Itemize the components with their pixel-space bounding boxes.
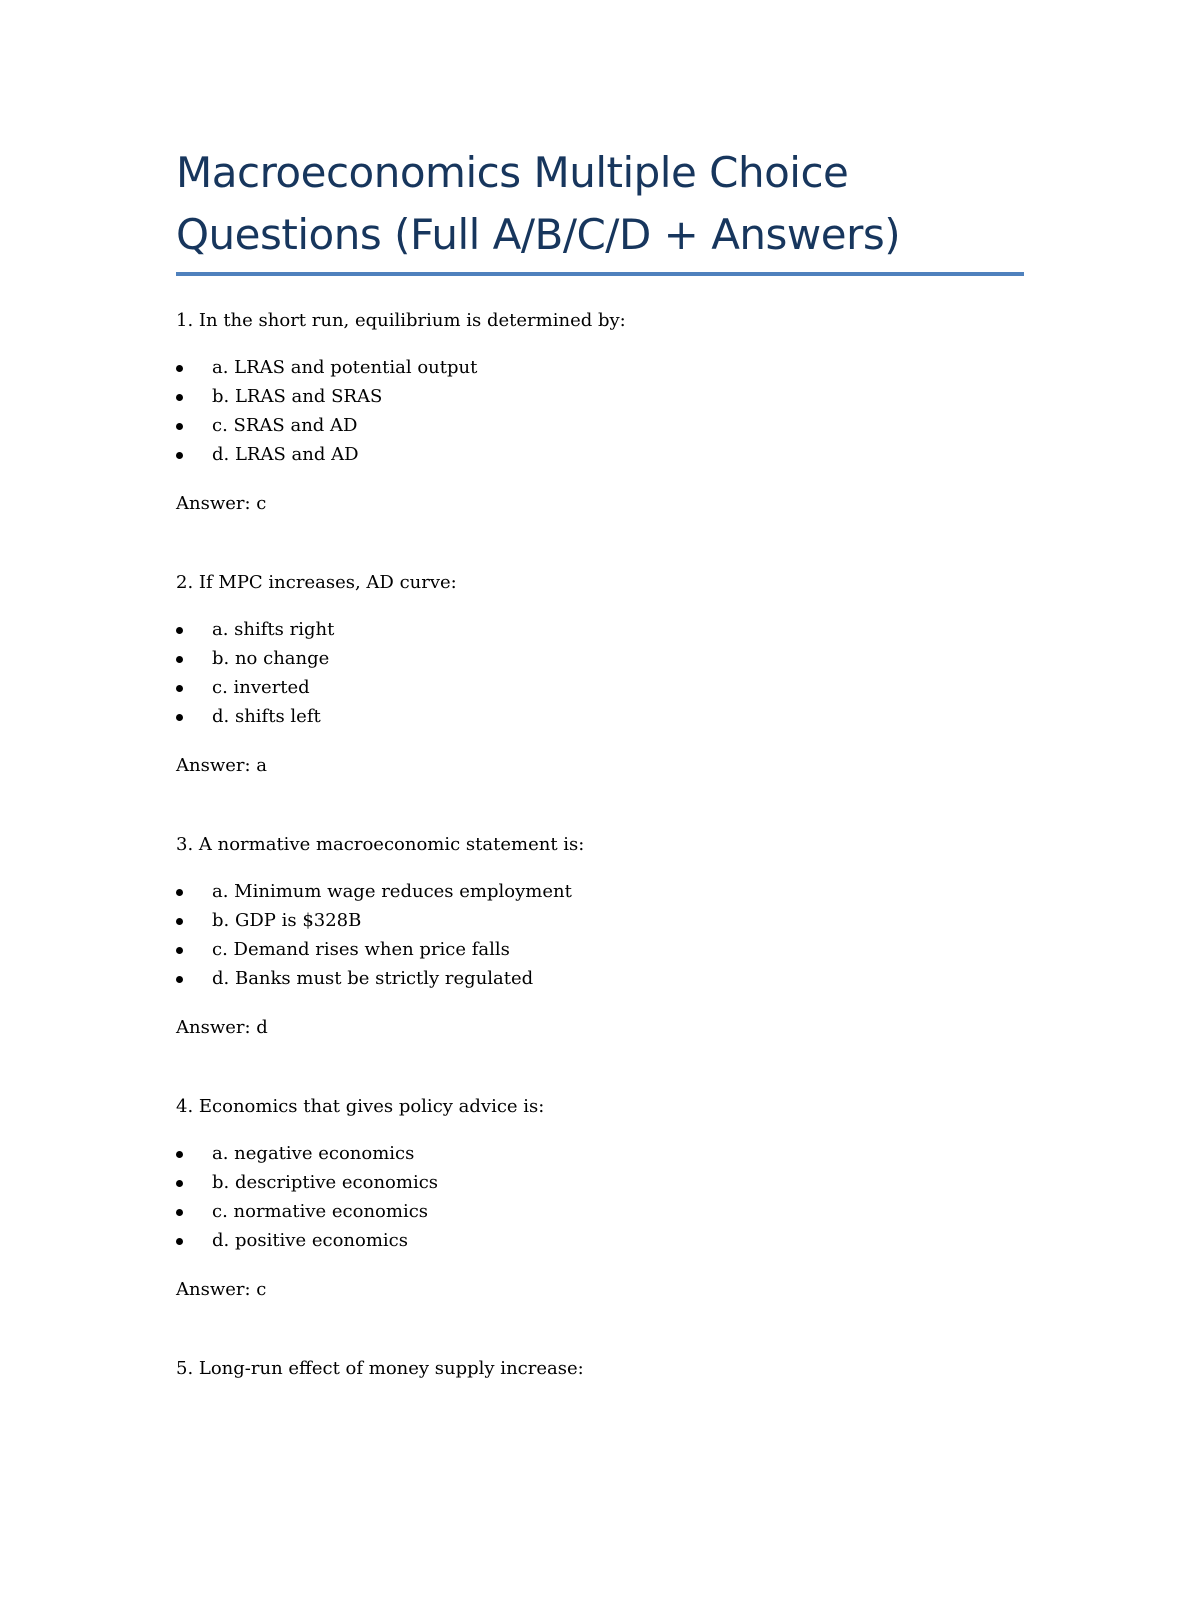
option-label: d. Banks must be strictly regulated — [212, 968, 534, 989]
bullet-icon — [176, 1180, 183, 1187]
title-underline — [176, 272, 1024, 276]
bullet-icon — [176, 889, 183, 896]
option-label: d. LRAS and AD — [212, 444, 359, 465]
bullet-icon — [176, 714, 183, 721]
question-3 — [176, 832, 1024, 1094]
bullet-icon — [176, 685, 183, 692]
option-item — [176, 646, 334, 675]
document-title — [176, 142, 1024, 266]
option-item — [176, 413, 477, 442]
answer-text: Answer: a — [176, 755, 268, 776]
bullet-icon — [176, 1151, 183, 1158]
bullet-icon — [176, 918, 183, 925]
option-label: c. inverted — [212, 677, 310, 698]
option-item — [176, 1170, 438, 1199]
option-label: c. SRAS and AD — [212, 415, 358, 436]
option-label: c. normative economics — [212, 1201, 429, 1222]
question-text: 1. In the short run, equilibrium is determined by: — [176, 310, 626, 331]
bullet-icon — [176, 656, 183, 663]
option-label: d. positive economics — [212, 1230, 408, 1251]
option-item — [176, 355, 477, 384]
question-4 — [176, 1094, 1024, 1356]
option-item — [176, 675, 334, 704]
option-item — [176, 908, 572, 937]
option-item — [176, 966, 572, 995]
option-label: d. shifts left — [212, 706, 321, 727]
bullet-icon — [176, 365, 183, 372]
option-item — [176, 879, 572, 908]
question-list — [176, 308, 1024, 1618]
bullet-icon — [176, 947, 183, 954]
bullet-icon — [176, 627, 183, 634]
question-5 — [176, 1356, 1024, 1618]
bullet-icon — [176, 423, 183, 430]
bullet-icon — [176, 394, 183, 401]
option-item — [176, 1199, 438, 1228]
title-line-2: Questions (Full A/B/C/D + Answers) — [176, 210, 901, 259]
option-label: a. shifts right — [212, 619, 335, 640]
option-item — [176, 617, 334, 646]
answer-text: Answer: c — [176, 493, 267, 514]
option-item — [176, 442, 477, 471]
option-label: a. negative economics — [212, 1143, 415, 1164]
option-label: b. LRAS and SRAS — [212, 386, 383, 407]
option-list — [176, 355, 477, 471]
question-text: 4. Economics that gives policy advice is: — [176, 1096, 545, 1117]
bullet-icon — [176, 976, 183, 983]
option-label: b. GDP is $328B — [212, 910, 362, 931]
option-label: b. no change — [212, 648, 330, 669]
question-text: 3. A normative macroeconomic statement is: — [176, 834, 585, 855]
option-item — [176, 1141, 438, 1170]
option-label: b. descriptive economics — [212, 1172, 439, 1193]
question-text: 2. If MPC increases, AD curve: — [176, 572, 457, 593]
answer-text: Answer: d — [176, 1017, 268, 1038]
option-item — [176, 704, 334, 733]
option-label: c. Demand rises when price falls — [212, 939, 510, 960]
option-item — [176, 384, 477, 413]
question-2 — [176, 570, 1024, 832]
option-list — [176, 617, 334, 733]
bullet-icon — [176, 452, 183, 459]
answer-text: Answer: c — [176, 1279, 267, 1300]
option-item — [176, 937, 572, 966]
option-list — [176, 879, 572, 995]
title-line-1: Macroeconomics Multiple Choice — [176, 148, 849, 197]
option-label: a. Minimum wage reduces employment — [212, 881, 572, 902]
question-text: 5. Long-run effect of money supply increase: — [176, 1358, 584, 1379]
option-label: a. LRAS and potential output — [212, 357, 478, 378]
bullet-icon — [176, 1238, 183, 1245]
bullet-icon — [176, 1209, 183, 1216]
option-list — [176, 1141, 438, 1257]
question-1 — [176, 308, 1024, 570]
option-item — [176, 1228, 438, 1257]
